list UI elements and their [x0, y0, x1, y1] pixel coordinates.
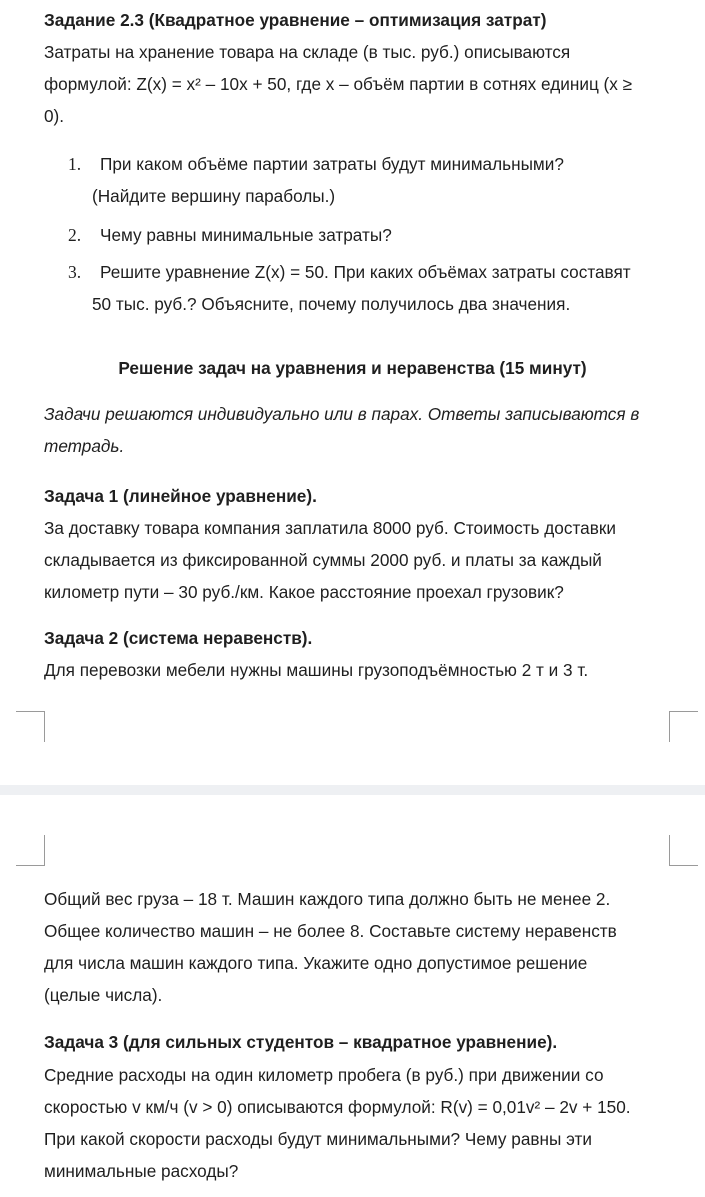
problem-1-line-3: километр пути – 30 руб./км. Какое расстояние проехал грузовик? [44, 582, 564, 602]
section-note-line-1: Задачи решаются индивидуально или в парах. Ответы записываются в [44, 404, 640, 424]
page-break [0, 785, 705, 795]
section-note-line-2: тетрадь. [44, 436, 125, 456]
page-corner-mark-top-right [669, 711, 698, 742]
task-2-3-intro-line-1: Затраты на хранение товара на складе (в тыс. руб.) описываются [44, 42, 571, 62]
problem-3-line-2: скоростью v км/ч (v > 0) описываются формулой: R(v) = 0,01v² – 2v + 150. [44, 1097, 631, 1117]
problem-1-title: Задача 1 (линейное уравнение). [44, 486, 317, 506]
list-item-3 [68, 256, 668, 320]
problem-3-line-1: Средние расходы на один километр пробега (в руб.) при движении со [44, 1065, 604, 1085]
list-number: 1. [68, 154, 82, 174]
task-2-3-title: Задание 2.3 (Квадратное уравнение – оптимизация затрат) [44, 10, 547, 30]
page-corner-mark-bottom-right [669, 835, 698, 866]
problem-3-line-3: При какой скорости расходы будут минимальными? Чему равны эти [44, 1129, 593, 1149]
list-item-1-line-1: При каком объёме партии затраты будут минимальными? [100, 154, 564, 174]
document-page-2 [0, 795, 705, 1197]
list-number: 2. [68, 225, 82, 245]
problem-1-line-1: За доставку товара компания заплатила 8000 руб. Стоимость доставки [44, 518, 616, 538]
list-number: 3. [68, 262, 82, 282]
task-2-3-intro-line-2: формулой: Z(x) = x² – 10x + 50, где x – объём партии в сотнях единиц (x ≥ [44, 74, 633, 94]
problem-2-line-5: (целые числа). [44, 985, 163, 1005]
problem-3-title: Задача 3 (для сильных студентов – квадратное уравнение). [44, 1032, 558, 1052]
list-item-1 [68, 148, 668, 212]
task-2-3-intro-line-3: 0). [44, 106, 65, 126]
problem-2-line-2: Общий вес груза – 18 т. Машин каждого типа должно быть не менее 2. [44, 889, 611, 909]
problem-2-line-3: Общее количество машин – не более 8. Составьте систему неравенств [44, 921, 617, 941]
problem-2-title: Задача 2 (система неравенств). [44, 628, 313, 648]
problem-1-line-2: складывается из фиксированной суммы 2000 руб. и платы за каждый [44, 550, 602, 570]
problem-3-line-4: минимальные расходы? [44, 1161, 239, 1181]
page-corner-mark-bottom-left [16, 835, 45, 866]
list-item-2-line-1: Чему равны минимальные затраты? [100, 225, 392, 245]
list-item-2 [68, 219, 668, 251]
list-item-3-line-2: 50 тыс. руб.? Объясните, почему получилось два значения. [92, 294, 571, 314]
list-item-3-line-1: Решите уравнение Z(x) = 50. При каких объёмах затраты составят [100, 262, 631, 282]
list-item-1-line-2: (Найдите вершину параболы.) [92, 186, 336, 206]
page-corner-mark-top-left [16, 711, 45, 742]
section-heading: Решение задач на уравнения и неравенства (15 минут) [118, 358, 587, 378]
problem-2-line-1: Для перевозки мебели нужны машины грузоподъёмностью 2 т и 3 т. [44, 660, 589, 680]
problem-2-line-4: для числа машин каждого типа. Укажите одно допустимое решение [44, 953, 588, 973]
